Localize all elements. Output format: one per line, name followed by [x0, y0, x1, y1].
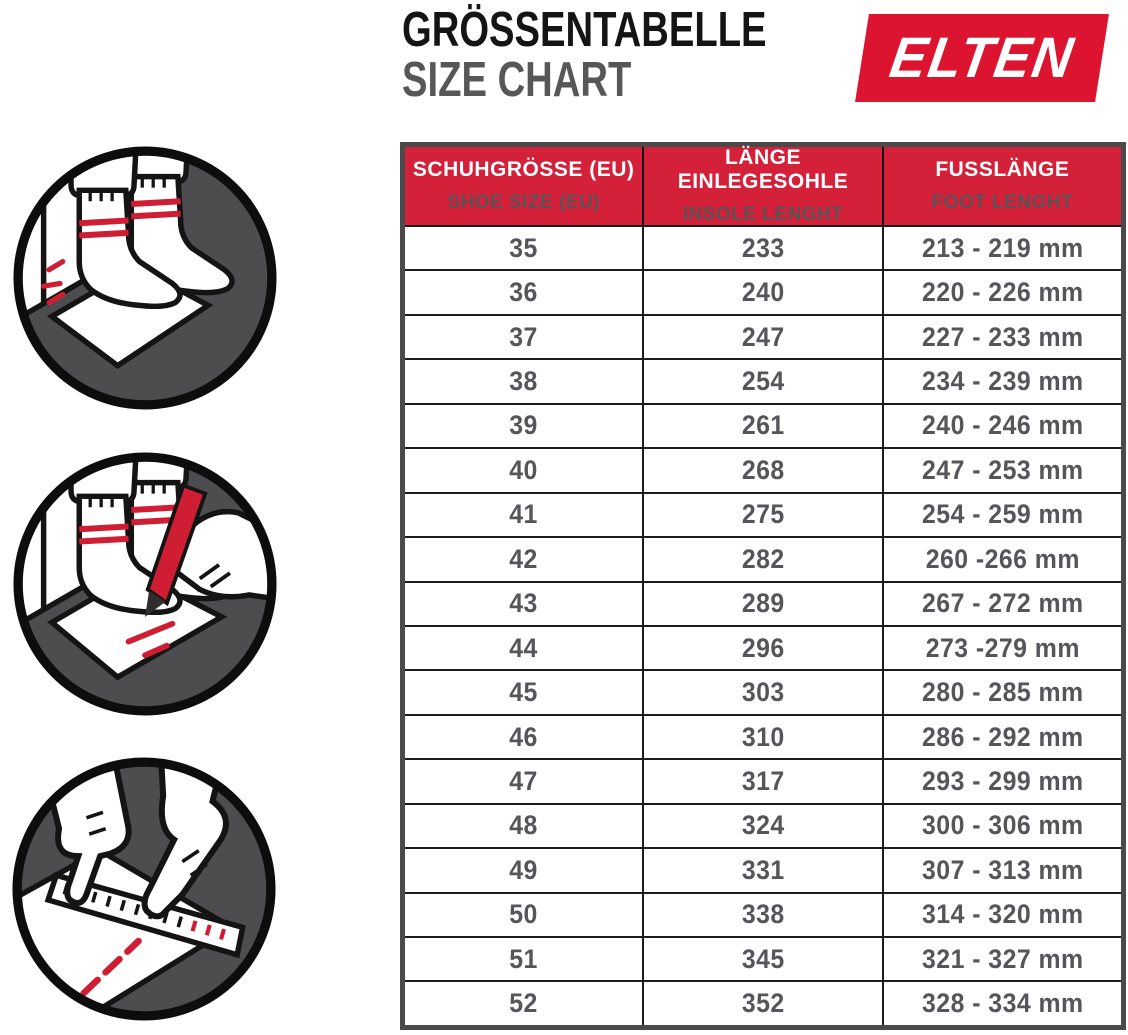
insole-length-cell: 310 [644, 716, 883, 758]
table-row [405, 403, 1121, 447]
foot-length-cell: 273 -279 mm [925, 632, 1080, 663]
insole-length-cell: 261 [644, 405, 883, 447]
page-title-german: GRÖSSENTABELLE [402, 3, 767, 57]
column-header-insole-length-de: LÄNGE EINLEGESOHLE [677, 146, 849, 193]
insole-length-cell: 275 [644, 494, 883, 536]
table-row [405, 358, 1121, 402]
foot-length-cell: 220 - 226 mm [921, 277, 1084, 308]
table-row [405, 892, 1121, 936]
foot-length-cell: 293 - 299 mm [921, 765, 1084, 796]
shoe-size-cell: 49 [405, 849, 644, 891]
table-row [405, 447, 1121, 491]
elten-logo [855, 14, 1109, 102]
table-row [405, 536, 1121, 580]
shoe-size-cell: 42 [405, 538, 644, 580]
insole-length-cell: 233 [644, 227, 883, 269]
insole-length-cell: 324 [644, 805, 883, 847]
insole-length-cell: 247 [644, 316, 883, 358]
table-row [405, 625, 1121, 669]
page-title [402, 3, 869, 107]
foot-length-cell: 267 - 272 mm [921, 588, 1084, 619]
mark-longest-toe-illustration [8, 447, 282, 721]
shoe-size-cell: 47 [405, 760, 644, 802]
foot-length-cell: 307 - 313 mm [921, 854, 1084, 885]
column-header-insole-length [644, 147, 883, 225]
shoe-size-cell: 39 [405, 405, 644, 447]
column-header-shoe-size-en: SHOE SIZE (EU) [447, 192, 600, 213]
table-row [405, 225, 1121, 269]
insole-length-cell: 345 [644, 938, 883, 980]
foot-length-cell: 260 -266 mm [925, 543, 1080, 574]
elten-logo-text: ELTEN [885, 26, 1079, 90]
foot-length-cell: 321 - 327 mm [921, 943, 1084, 974]
table-row [405, 758, 1121, 802]
table-row [405, 314, 1121, 358]
insole-length-cell: 240 [644, 271, 883, 313]
measure-foot-length-icon [7, 752, 281, 1026]
table-row [405, 936, 1121, 980]
foot-length-cell: 280 - 285 mm [921, 677, 1084, 708]
foot-length-cell: 247 - 253 mm [921, 454, 1084, 485]
insole-length-cell: 282 [644, 538, 883, 580]
foot-length-cell: 227 - 233 mm [921, 321, 1084, 352]
mark-longest-toe-icon [8, 447, 282, 721]
table-row [405, 980, 1121, 1024]
column-header-shoe-size-de: SCHUHGRÖSSE (EU) [412, 158, 635, 181]
shoe-size-cell: 45 [405, 671, 644, 713]
insole-length-cell: 317 [644, 760, 883, 802]
column-header-foot-length [884, 147, 1121, 225]
shoe-size-cell: 41 [405, 494, 644, 536]
shoe-size-cell: 44 [405, 627, 644, 669]
shoe-size-cell: 52 [405, 982, 644, 1024]
table-row [405, 581, 1121, 625]
foot-length-cell: 240 - 246 mm [921, 410, 1084, 441]
column-header-shoe-size [405, 147, 644, 225]
column-header-insole-length-en: INSOLE LENGHT [682, 204, 844, 225]
insole-length-cell: 289 [644, 583, 883, 625]
column-header-foot-length-en: FOOT LENGHT [931, 192, 1074, 213]
shoe-size-cell: 43 [405, 583, 644, 625]
measure-foot-length-illustration [7, 752, 281, 1026]
table-row [405, 847, 1121, 891]
column-header-foot-length-de: FUSSLÄNGE [935, 158, 1070, 181]
foot-length-cell: 213 - 219 mm [921, 232, 1084, 263]
foot-length-cell: 254 - 259 mm [921, 499, 1084, 530]
foot-length-cell: 314 - 320 mm [921, 899, 1084, 930]
page-title-english: SIZE CHART [402, 53, 632, 107]
table-body [405, 225, 1121, 1025]
shoe-size-cell: 35 [405, 227, 644, 269]
foot-length-cell: 300 - 306 mm [921, 810, 1084, 841]
foot-length-cell: 286 - 292 mm [921, 721, 1084, 752]
insole-length-cell: 268 [644, 449, 883, 491]
size-chart-table [400, 142, 1126, 1030]
table-row [405, 803, 1121, 847]
insole-length-cell: 254 [644, 360, 883, 402]
insole-length-cell: 303 [644, 671, 883, 713]
shoe-size-cell: 36 [405, 271, 644, 313]
shoe-size-cell: 48 [405, 805, 644, 847]
table-row [405, 492, 1121, 536]
shoe-size-cell: 37 [405, 316, 644, 358]
stand-heel-against-wall-illustration [8, 141, 282, 415]
foot-length-cell: 234 - 239 mm [921, 366, 1084, 397]
table-header [405, 147, 1121, 225]
insole-length-cell: 331 [644, 849, 883, 891]
foot-length-cell: 328 - 334 mm [921, 988, 1084, 1019]
insole-length-cell: 338 [644, 894, 883, 936]
shoe-size-cell: 51 [405, 938, 644, 980]
stand-heel-against-wall-icon [8, 141, 282, 415]
table-row [405, 714, 1121, 758]
shoe-size-cell: 46 [405, 716, 644, 758]
insole-length-cell: 296 [644, 627, 883, 669]
table-row [405, 269, 1121, 313]
shoe-size-cell: 40 [405, 449, 644, 491]
table-row [405, 669, 1121, 713]
shoe-size-cell: 50 [405, 894, 644, 936]
shoe-size-cell: 38 [405, 360, 644, 402]
insole-length-cell: 352 [644, 982, 883, 1024]
